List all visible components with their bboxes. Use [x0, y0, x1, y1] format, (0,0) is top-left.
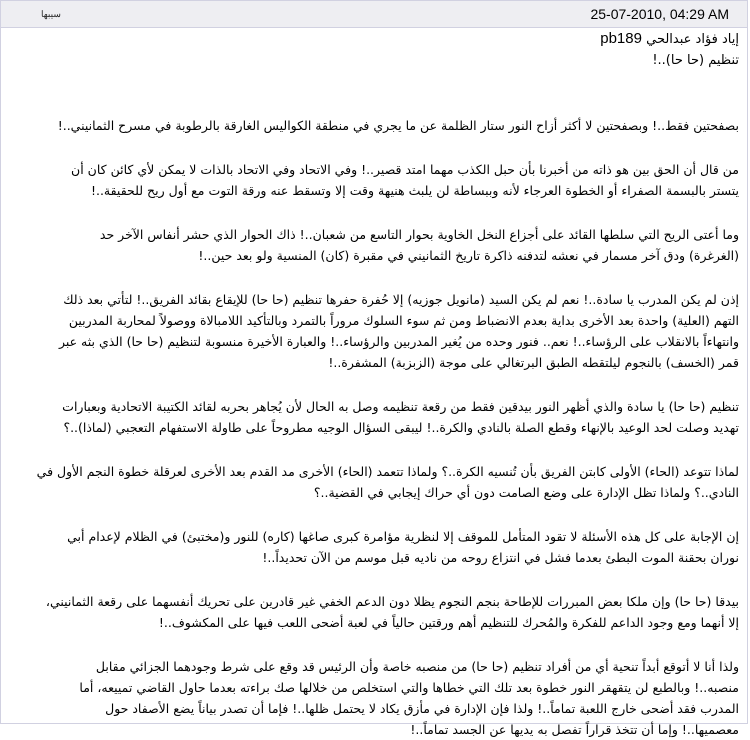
paragraph — [11, 224, 739, 266]
text-line: بيدقا (حا حا) وإن ملكا بعض المبررات للإطاحة بنجم النجوم يظلا دون الدعم الخفي غير قادرين على تحريك أنفسهما على رقعة الثمانيني، — [45, 594, 739, 609]
text-line: بصفحتين فقط..! وبصفحتين لا أكثر أزاح النور ستار الظلمة عن ما يجري في منطقة الكواليس الغارقة بالرطوبة في مسرح الثمانيني..! — [57, 118, 739, 133]
text-line: إذن لم يكن المدرب يا سادة..! نعم لم يكن السيد (مانويل جوزيه) إلا حُفرة حفرها تنظيم (حا حا) للإيقاع بقائد الفريق..! لتأتي بعد ذلك — [63, 292, 739, 307]
text-line: تهديد وصلت لحد الوعيد بالإنهاء وقطع الصلة بالنادي والكرة..! ليبقى السؤال الوجيه مطروحاً على طاولة الاستفهام التعجبي (لماذا)..؟ — [63, 420, 739, 435]
post-number[interactable]: سيبها — [41, 9, 61, 19]
paragraph — [11, 526, 739, 568]
author-line — [11, 28, 739, 50]
post-header — [1, 1, 747, 28]
text-line: تنظيم (حا حا) يا سادة والذي أظهر النور بيدقين فقط من رقعة تنظيمه وصل به الحال لأن يُجاهر بحربه لقائد الكتيبة الاتحادية وبعبارات — [62, 399, 739, 414]
text-line: قمر (الخسف) بالنجوم ليلتقطه الطبق البرتغالي على موجة (الزبزبة) المشفرة..! — [328, 355, 739, 370]
post-body — [11, 28, 739, 737]
paragraph — [11, 656, 739, 740]
text-line: نوران بحقنة الموت البطئ بعدما فشل في انتزاع روحه من ناديه قبل موسم من الآن تحديداً..! — [262, 550, 739, 565]
post-date: 25-07-2010, 04:29 AM — [590, 6, 729, 22]
text-line: منصبه..! وبالطبع لن يتقهقر النور خطوة بعد تلك التي خطاها والتي استخلص من خلالها صك براءته بعدما حاول القاضي تمييعه، أما — [79, 680, 739, 695]
text-line: (الغرغرة) ودق آخر مسمار في نعشه لتدفنه ذاكرة تاريخ الثمانيني في مقبرة (كان) المنسية ولو بعد حين..! — [198, 248, 739, 263]
text-line: من قال أن الحق بين هو ذاته من أخبرنا بأن حبل الكذب مهما امتد قصير..! وفي الاتحاد وفي الاتحاد بالذات لا يمكن لأي كائن كان أن — [71, 162, 739, 177]
paragraph — [11, 289, 739, 373]
paragraph — [11, 461, 739, 503]
text-line: يتستر بالبسمة الصفراء أو الخطوة العرجاء لأنه وببساطة لن يلبث هنيهة وقت إلا وتسقط عنه ورقة التوت مع أول ريح للحقيقة..! — [90, 183, 739, 198]
paragraph — [11, 591, 739, 633]
paragraph — [11, 396, 739, 438]
text-line: وما أعتى الريح التي سلطها القائد على أجزاع النخل الخاوية بحوار التاسع من شعبان..! ذاك الحوار الذي حشر أنفاس الآخر حد — [99, 227, 739, 242]
text-line: المدرب فقد أضحى خارج اللعبة تماماً..! ولذا فإن الإدارة في مأزق يكاد لا يحتمل ظلها..! فإما أن تصدر بياناً يضع الأصفاد حول — [105, 701, 739, 716]
text-line: وانتهاءاً بالانقلاب على الرؤساء..! نعم.. فنور وحده من يُغير المدربين والرؤساء..! والعبارة الأخيرة منسوبة لتنظيم (حا حا) الذي بثه عبر — [58, 334, 739, 349]
post-title: تنظيم (حا حا)..! — [652, 53, 739, 68]
text-line: معصميها..! وإما أن تتخذ قراراً تفصل به يديها عن الجسد تماماً..! — [410, 722, 739, 737]
text-line: ولذا أنا لا أتوقع أبداً تنحية أي من أفراد تنظيم (حا حا) من منصبه خاصة وأن الرئيس قد وقع على شرط وجودهما الجزائي مقابل — [95, 659, 739, 674]
text-line: إن الإجابة على كل هذه الأسئلة لا تقود المتأمل للموقف إلا لنظرية مؤامرة كبرى صاغها (كاره) للنور و(مختبئ) في الظلام لإعدام أبي — [67, 529, 739, 544]
text-line: لماذا تتوعد (الحاء) الأولى كابتن الفريق بأن تُنسيه الكرة..؟ ولماذا تتعمد (الحاء) الأخرى مد القدم بعد الأخرى لعرقلة خطوة النجم الأول في — [36, 464, 739, 479]
text-line: التهم (العلية) واحدة بعد الأخرى بداية بعدم الانضباط ومن ثم سوء السلوك مروراً بالتمرد وبالتأكيد اللامبالاة ووصولاً لمحاربة المدربين — [68, 313, 739, 328]
paragraph — [11, 115, 739, 136]
author-id: pb189 — [600, 30, 642, 47]
author-name: إياد فؤاد عبدالحي — [646, 32, 739, 47]
post-content — [11, 115, 739, 740]
paragraph — [11, 159, 739, 201]
text-line: النادي..؟ ولماذا تظل الإدارة على وضع الصامت دون أي حراك إيجابي في القضية..؟ — [313, 485, 739, 500]
text-line: إلا أنهما ومع وجود الداعم للفكرة والمُحرك للتنظيم أهم ورقتين حالياً في لعبة أضحى اللعب فيها على المكشوف..! — [158, 615, 739, 630]
